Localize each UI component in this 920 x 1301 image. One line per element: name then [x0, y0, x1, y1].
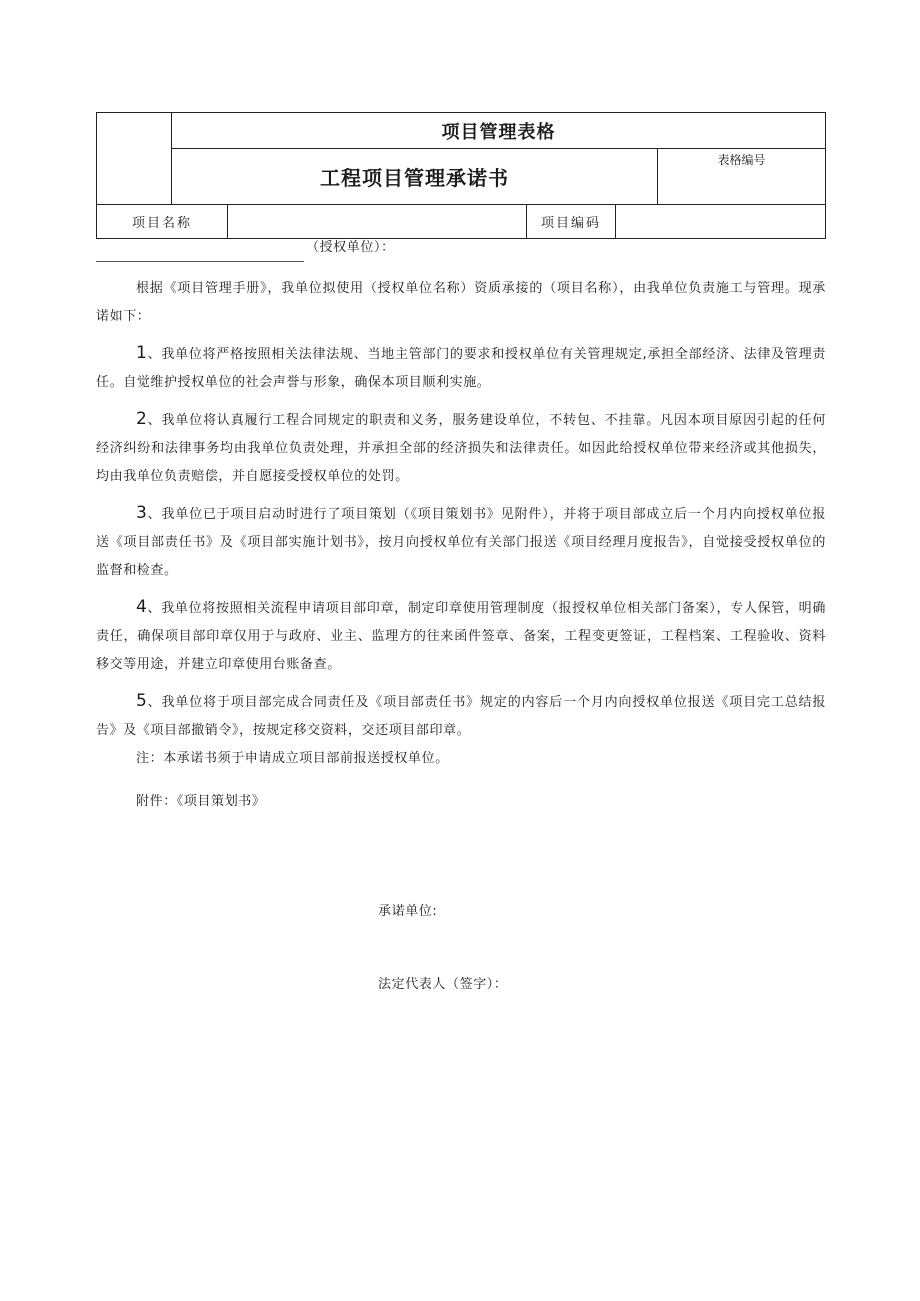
item-number: 5	[136, 691, 148, 711]
item-number: 1	[136, 343, 148, 363]
submission-note: 注：本承诺书须于申请成立项目部前报送授权单位。	[136, 751, 449, 766]
project-info-table	[96, 204, 826, 239]
addressee-suffix: （授权单位）：	[306, 240, 395, 255]
item-text: 、我单位将按照相关流程申请项目部印章，制定印章使用管理制度（报授权单位相关部门备案），专人保管，明确责任，确保项目部印章仅用于与政府、业主、监理方的往来函件签章、备案，工程变更签证，工程档案、工程验收、资料移交等用途，并建立印章使用台账备查。	[96, 601, 826, 672]
item-text: 、我单位将于项目部完成合同责任及《项目部责任书》规定的内容后一个月内向授权单位报送《项目完工总结报告》及《项目部撤销令》，按规定移交资料，交还项目部印章。	[96, 695, 826, 738]
addressee-blank[interactable]	[96, 247, 304, 262]
item-text: 、我单位将认真履行工程合同规定的职责和义务，服务建设单位，不转包、不挂靠。凡因本项目原因引起的任何经济纠纷和法律事务均由我单位负责处理，并承担全部的经济损失和法律责任。如因此给授权单位带来经济或其他损失，均由我单位负责赔偿，并自愿接受授权单位的处罚。	[96, 413, 826, 484]
item-text: 、我单位已于项目启动时进行了项目策划（《项目策划书》见附件），并将于项目部成立后一个月内向授权单位报送《项目部责任书》及《项目部实施计划书》，按月向授权单位有关部门报送《项目经理月度报告》，自觉接受授权单位的监督和检查。	[96, 507, 826, 578]
item-number: 2	[136, 409, 148, 429]
form-number-label: 表格编号	[717, 153, 766, 167]
form-header-table	[96, 112, 826, 205]
document-title: 工程项目管理承诺书	[172, 149, 658, 205]
intro-paragraph: 根据《项目管理手册》，我单位拟使用（授权单位名称）资质承接的（项目名称），由我单位负责施工与管理。现承诺如下：	[96, 281, 826, 324]
commitment-item-4	[96, 593, 826, 679]
attachment-line: 附件：《项目策划书》	[136, 794, 266, 809]
commitment-item-3	[96, 499, 826, 585]
addressee-line	[96, 240, 826, 262]
item-number: 4	[136, 597, 148, 617]
commitment-item-2	[96, 405, 826, 491]
logo-cell	[97, 113, 172, 205]
form-number-cell[interactable]	[658, 149, 826, 205]
project-code-field[interactable]	[616, 205, 826, 239]
legal-representative-label: 法定代表人（签字）：	[378, 977, 508, 992]
form-type-heading: 项目管理表格	[172, 113, 826, 149]
committing-unit-label: 承诺单位:	[378, 904, 438, 919]
commitment-item-5	[96, 687, 826, 745]
item-text: 、我单位将严格按照相关法律法规、当地主管部门的要求和授权单位有关管理规定,承担全部经济、法律及管理责任。自觉维护授权单位的社会声誉与形象，确保本项目顺利实施。	[96, 347, 826, 390]
project-name-label: 项目名称	[97, 205, 228, 239]
commitment-item-1	[96, 339, 826, 397]
project-code-label: 项目编码	[527, 205, 616, 239]
commitment-body	[96, 240, 826, 773]
item-number: 3	[136, 503, 148, 523]
